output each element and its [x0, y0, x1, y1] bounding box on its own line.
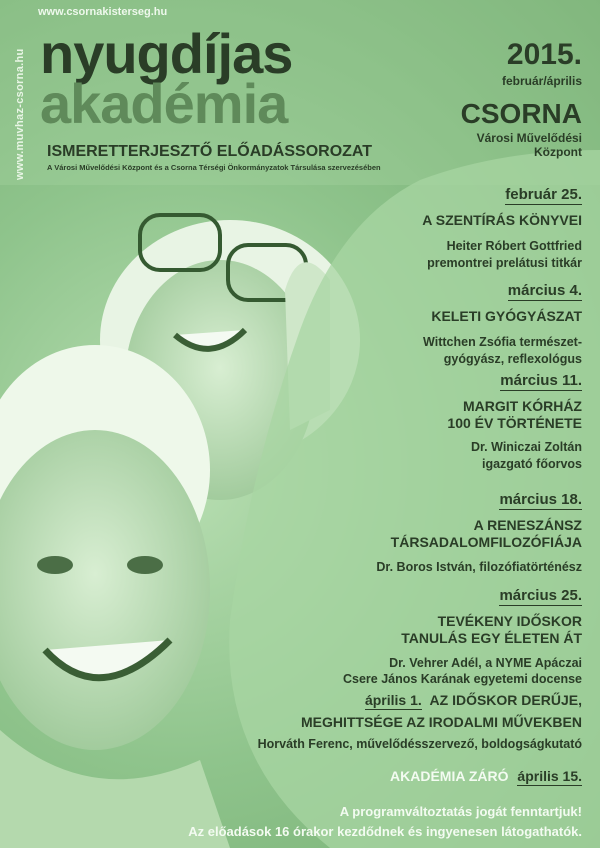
note-program-change: A programváltoztatás jogát fenntartjuk!: [339, 804, 582, 819]
event-6: [258, 692, 582, 752]
event-speaker: Heiter Róbert Gottfried: [446, 239, 582, 253]
event-title: A SZENTÍRÁS KÖNYVEI: [422, 212, 582, 228]
event-date: február 25.: [505, 186, 582, 203]
event-4: [376, 491, 582, 575]
year: 2015.: [506, 38, 582, 71]
city: CSORNA: [460, 98, 582, 129]
top-website-link[interactable]: www.csornakisterseg.hu: [38, 6, 168, 18]
event-5: [343, 587, 582, 687]
closing-event: [390, 768, 582, 786]
event-speaker: Dr. Vehrer Adél, a NYME Apáczai: [389, 656, 582, 670]
event-date: március 25.: [499, 587, 582, 604]
note-start-time: Az előadások 16 órakor kezdődnek és ingyenesen látogathatók.: [188, 824, 582, 839]
venue-line2: Központ: [534, 145, 582, 159]
venue: [477, 131, 582, 159]
event-speaker-role: igazgató főorvos: [481, 457, 582, 471]
event-title: MARGIT KÓRHÁZ: [463, 398, 582, 414]
event-title: TEVÉKENY IDŐSKOR: [437, 613, 582, 629]
event-title: AZ IDŐSKOR DERŰJE,: [429, 692, 582, 708]
notes: [188, 802, 582, 842]
months: február/április: [501, 74, 582, 88]
side-website-link[interactable]: www.muvhaz-csorna.hu: [14, 48, 26, 180]
event-date: március 11.: [500, 372, 582, 389]
event-speaker: Horváth Ferenc, művelődésszervező, boldogságkutató: [257, 737, 582, 751]
closing-date: április 15.: [517, 768, 582, 784]
event-title-line2: TANULÁS EGY ÉLETEN ÁT: [401, 630, 582, 646]
title-akademia: akadémia: [40, 72, 288, 135]
event-1: [422, 186, 582, 271]
event-date: április 1.: [364, 692, 422, 708]
venue-line1: Városi Művelődési: [476, 131, 582, 145]
event-3: [447, 372, 582, 472]
organizers: A Városi Művelődési Központ és a Csorna Térségi Önkormányzatok Társulása szervezésében: [47, 163, 381, 172]
event-2: [423, 282, 582, 367]
event-title-line2: MEGHITTSÉGE AZ IRODALMI MŰVEKBEN: [300, 714, 582, 730]
event-speaker: Wittchen Zsófia természet-: [423, 335, 582, 349]
event-speaker: Dr. Boros István, filozófiatörténész: [376, 560, 582, 574]
event-title-line2: TÁRSADALOMFILOZÓFIÁJA: [390, 534, 582, 550]
event-speaker: Dr. Winiczai Zoltán: [470, 440, 582, 454]
event-speaker-role: Csere János Karának egyetemi docense: [342, 672, 582, 686]
event-date: március 18.: [499, 491, 582, 508]
event-title: A RENESZÁNSZ: [473, 517, 582, 533]
event-title: KELETI GYÓGYÁSZAT: [431, 308, 582, 324]
event-date: március 4.: [507, 282, 582, 299]
event-speaker-role: premontrei prelátusi titkár: [427, 256, 582, 270]
subtitle: ISMERETTERJESZTŐ ELŐADÁSSOROZAT: [47, 143, 373, 160]
event-title-line2: 100 ÉV TÖRTÉNETE: [447, 415, 582, 431]
closing-label: AKADÉMIA ZÁRÓ: [390, 768, 509, 784]
event-speaker-role: gyógyász, reflexológus: [443, 352, 582, 366]
title-nyugdijas: nyugdíjas: [40, 22, 293, 85]
